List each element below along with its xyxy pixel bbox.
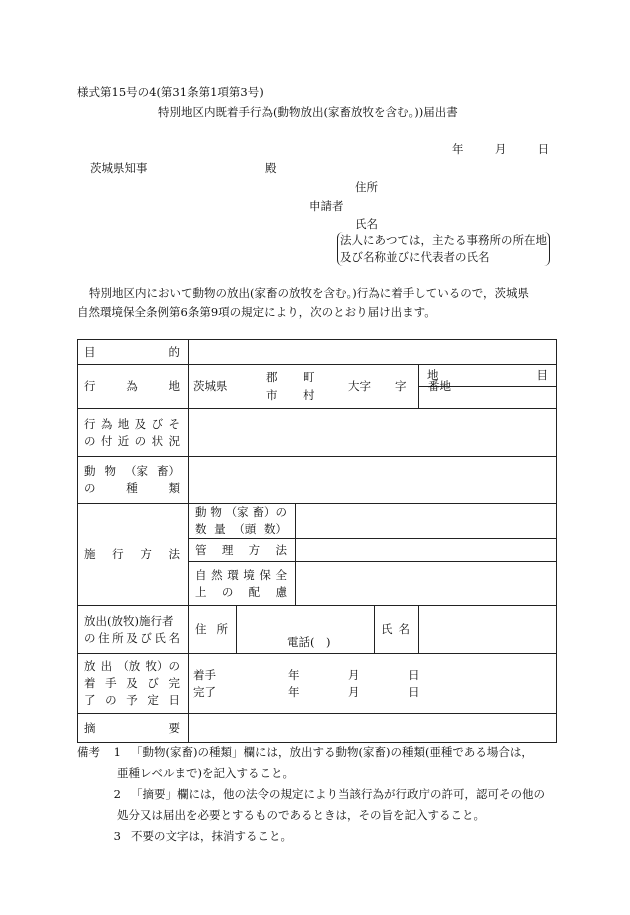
schedule-label-cell [78,654,189,714]
summary-label: 摘 要 [84,720,180,735]
location-gun: 郡 [266,369,278,384]
schedule-end-year: 年 [288,684,300,699]
date-month: 月 [494,142,507,156]
applicant-address-label: 住所 [355,180,378,194]
purpose-label-cell [78,340,189,365]
note-1 [77,742,557,763]
animal-type-label-cell [78,457,189,504]
row-location [78,365,557,387]
location-prefecture: 茨城県 [193,378,228,393]
quantity-label-line1: 動 物 （家 畜）の [195,505,287,519]
row-summary [78,714,557,743]
operator-address-label-cell [189,606,237,654]
date-day: 日 [537,142,550,156]
applicant-note-line1: 法人にあつては，主たる事務所の所在地 [340,233,547,247]
conservation-field[interactable] [296,562,557,606]
applicant-name-label: 氏名 [355,217,378,231]
notes-heading: 備考 [77,745,100,759]
form-number: 様式第15号の4(第31条第1項第3号) [77,85,264,99]
note-1-line2: 亜種レベルまで)を記入すること。 [117,766,294,780]
row-method-quantity [78,504,557,539]
conservation-label-line2: 上 の 配 慮 [195,584,287,599]
location-machi: 町 [303,369,315,384]
note-2-num: 2 [113,787,121,801]
location-aza: 字 [395,378,407,393]
operator-address-field[interactable] [237,606,375,654]
operator-label-line1: 放出(放牧)施行者 [84,613,174,628]
schedule-label-line3: 了 の 予 定 日 [84,693,180,707]
location-banchi: 番地 [428,378,451,393]
operator-phone: 電話( ) [287,635,331,649]
row-animal-type [78,457,557,504]
note-3-num: 3 [113,829,121,843]
purpose-label-char: 目 [84,344,96,359]
land-category-chi: 地 [427,368,439,382]
note-2-line2: 処分又は届出を必要とするものであるときは，その旨を記入すること。 [117,808,485,822]
notes [77,742,557,847]
schedule-end-day: 日 [408,684,420,699]
location-field[interactable] [189,365,451,409]
management-field[interactable] [296,539,557,562]
purpose-field[interactable] [189,340,557,365]
row-surroundings [78,409,557,457]
form-title: 特別地区内既着手行為(動物放出(家畜放牧を含む。))届出書 [158,105,458,119]
animal-type-label-line1: 動 物 （家 畜） [84,464,180,478]
schedule-start-month: 月 [348,667,360,682]
management-label-cell [189,539,296,562]
schedule-start-day: 日 [408,667,420,682]
summary-field[interactable] [189,714,557,743]
row-schedule [78,654,557,714]
surroundings-label-line1: 行 為 地 及 び そ [84,416,180,431]
surroundings-label-line2: の 付 近 の 状 況 [84,433,180,448]
schedule-start-year: 年 [288,667,300,682]
purpose-label-char: 的 [168,344,180,359]
date-year: 年 [452,142,464,156]
note-2-line1: 「摘要」欄には，他の法令の規定により当該行為が行政庁の許可，認可その他の [131,787,545,801]
schedule-field[interactable] [189,654,557,714]
location-oaza: 大字 [348,378,371,393]
location-label-cell [78,365,189,409]
applicant-label: 申請者 [309,199,344,213]
animal-type-label-line2: の 種 類 [84,481,180,495]
date-line [452,141,549,157]
schedule-label-line2: 着 手 及 び 完 [84,676,180,690]
note-1-num: 1 [113,745,121,759]
notification-table [77,339,557,743]
management-label: 管 理 方 法 [195,542,287,557]
summary-label-cell [78,714,189,743]
intro-line2: 自然環境保全条例第6条第9項の規定により，次のとおり届け出ます。 [77,305,436,319]
operator-name-field[interactable] [419,606,557,654]
location-shi: 市 [266,387,278,402]
land-category-moku: 目 [536,368,549,382]
schedule-end-label: 完了 [193,684,216,699]
note-1-line1: 「動物(家畜)の種類」欄には，放出する動物(家畜)の種類(亜種である場合は， [131,745,533,759]
operator-label-cell [78,606,189,654]
operator-address-label: 住 所 [195,622,228,636]
quantity-field[interactable] [296,504,557,539]
operator-name-label: 氏 名 [381,622,410,636]
location-mura: 村 [303,387,315,402]
addressee-honorific: 殿 [265,161,277,175]
note-3-line1: 不要の文字は，抹消すること。 [131,829,292,843]
row-operator [78,606,557,654]
schedule-start-label: 着手 [193,667,216,682]
intro-line1: 特別地区内において動物の放出(家畜の放牧を含む。)行為に着手しているので，茨城県 [89,286,529,300]
schedule-end-month: 月 [348,684,360,699]
method-label-cell [78,504,189,606]
operator-name-label-cell [375,606,419,654]
row-purpose [78,340,557,365]
applicant-note-line2: 及び名称並びに代表者の氏名 [340,250,490,264]
surroundings-label-cell [78,409,189,457]
quantity-label-line2: 数 量 （頭 数） [195,522,287,536]
note-2 [77,784,557,805]
location-label: 行 為 地 [84,379,180,393]
method-label: 施 行 方 法 [84,547,180,561]
conservation-label-line1: 自 然 環 境 保 全 [195,567,287,582]
quantity-label-cell [189,504,296,539]
conservation-label-cell [189,562,296,606]
operator-label-line2: の 住 所 及 び 氏 名 [84,630,180,645]
note-3 [77,826,557,847]
animal-type-field[interactable] [189,457,557,504]
schedule-label-line1: 放 出 （放 牧）の [84,659,180,673]
surroundings-field[interactable] [189,409,557,457]
applicant-note [337,232,550,266]
addressee-name: 茨城県知事 [90,161,148,175]
